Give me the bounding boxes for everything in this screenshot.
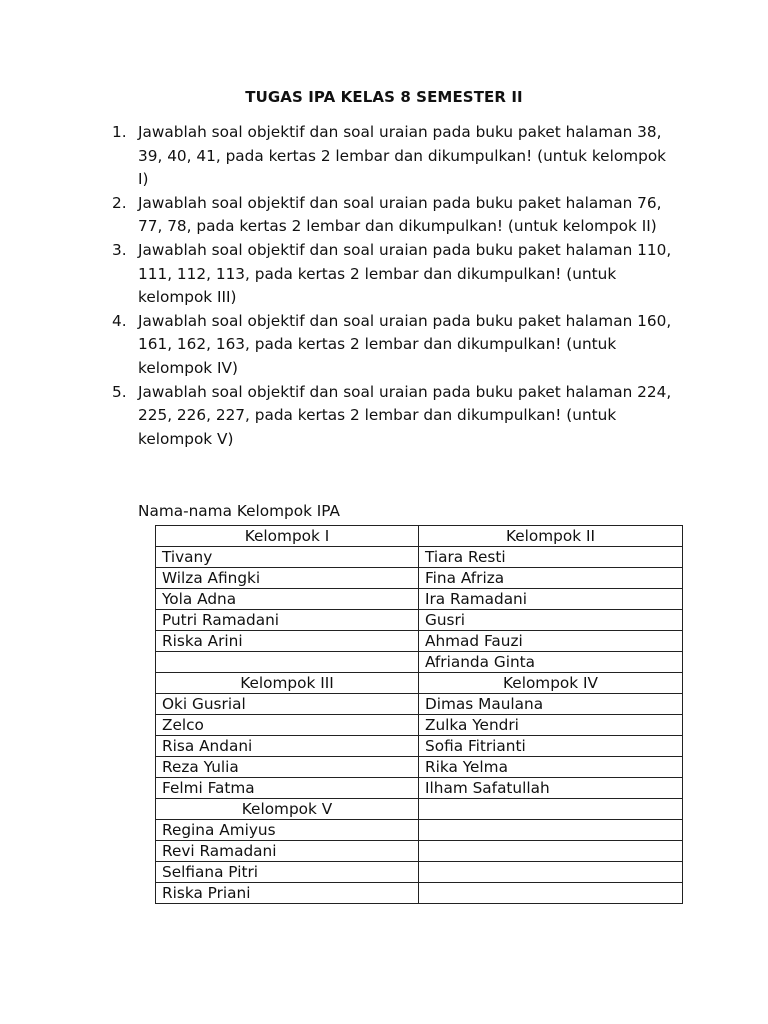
member-name-cell: Wilza Afingki: [156, 568, 419, 589]
task-item: [112, 121, 672, 192]
member-name-cell: Riska Arini: [156, 631, 419, 652]
table-row: [156, 883, 683, 904]
group-header-cell: Kelompok IV: [419, 673, 683, 694]
member-name-cell: Tivany: [156, 547, 419, 568]
table-row: [156, 547, 683, 568]
member-name-cell: Dimas Maulana: [419, 694, 683, 715]
table-row: [156, 778, 683, 799]
table-row: [156, 862, 683, 883]
member-name-cell: Yola Adna: [156, 589, 419, 610]
member-name-cell: Afrianda Ginta: [419, 652, 683, 673]
group-header-cell: Kelompok V: [156, 799, 419, 820]
groups-label: Nama-nama Kelompok IPA: [138, 502, 341, 520]
task-number: 5.: [112, 382, 127, 401]
group-header-cell: Kelompok I: [156, 526, 419, 547]
member-name-cell: Revi Ramadani: [156, 841, 419, 862]
table-row: [156, 589, 683, 610]
member-name-cell: [419, 862, 683, 883]
task-item: [112, 381, 672, 452]
member-name-cell: [419, 841, 683, 862]
group-header-cell: Kelompok III: [156, 673, 419, 694]
group-header-row: [156, 526, 683, 547]
task-text: Jawablah soal objektif dan soal uraian pada buku paket halaman 76, 77, 78, pada kertas 2 lembar dan dikumpulkan! (untuk kelompok II): [138, 193, 662, 236]
task-text: Jawablah soal objektif dan soal uraian pada buku paket halaman 160, 161, 162, 163, pada kertas 2 lembar dan dikumpulkan! (untuk kelompok IV): [138, 311, 672, 377]
member-name-cell: Ahmad Fauzi: [419, 631, 683, 652]
member-name-cell: Selfiana Pitri: [156, 862, 419, 883]
task-number: 2.: [112, 193, 127, 212]
member-name-cell: Putri Ramadani: [156, 610, 419, 631]
member-name-cell: Reza Yulia: [156, 757, 419, 778]
task-list: [112, 121, 672, 451]
member-name-cell: Sofia Fitrianti: [419, 736, 683, 757]
table-row: [156, 568, 683, 589]
member-name-cell: [419, 883, 683, 904]
member-name-cell: Zulka Yendri: [419, 715, 683, 736]
member-name-cell: Regina Amiyus: [156, 820, 419, 841]
member-name-cell: [419, 820, 683, 841]
table-row: [156, 757, 683, 778]
document-title: TUGAS IPA KELAS 8 SEMESTER II: [245, 88, 523, 106]
member-name-cell: Oki Gusrial: [156, 694, 419, 715]
member-name-cell: Gusri: [419, 610, 683, 631]
table-row: [156, 736, 683, 757]
member-name-cell: Rika Yelma: [419, 757, 683, 778]
table-row: [156, 715, 683, 736]
member-name-cell: Zelco: [156, 715, 419, 736]
task-item: [112, 310, 672, 381]
task-number: 4.: [112, 311, 127, 330]
task-text: Jawablah soal objektif dan soal uraian pada buku paket halaman 224, 225, 226, 227, pada kertas 2 lembar dan dikumpulkan! (untuk kelompok V): [138, 382, 672, 448]
task-number: 3.: [112, 240, 127, 259]
member-name-cell: Felmi Fatma: [156, 778, 419, 799]
groups-table: [155, 525, 683, 904]
member-name-cell: [156, 652, 419, 673]
member-name-cell: Ira Ramadani: [419, 589, 683, 610]
task-item: [112, 192, 672, 239]
table-row: [156, 631, 683, 652]
member-name-cell: Ilham Safatullah: [419, 778, 683, 799]
group-header-row: [156, 799, 683, 820]
task-text: Jawablah soal objektif dan soal uraian pada buku paket halaman 110, 111, 112, 113, pada kertas 2 lembar dan dikumpulkan! (untuk kelompok III): [138, 240, 672, 307]
group-header-cell: [419, 799, 683, 820]
groups-table-body: [156, 526, 683, 904]
table-row: [156, 610, 683, 631]
member-name-cell: Fina Afriza: [419, 568, 683, 589]
table-row: [156, 652, 683, 673]
member-name-cell: Risa Andani: [156, 736, 419, 757]
group-header-cell: Kelompok II: [419, 526, 683, 547]
member-name-cell: Riska Priani: [156, 883, 419, 904]
member-name-cell: Tiara Resti: [419, 547, 683, 568]
task-number: 1.: [112, 123, 127, 141]
task-text: Jawablah soal objektif dan soal uraian pada buku paket halaman 38, 39, 40, 41, pada kertas 2 lembar dan dikumpulkan! (untuk kelompok I): [138, 123, 667, 189]
table-row: [156, 841, 683, 862]
group-header-row: [156, 673, 683, 694]
task-item: [112, 239, 672, 310]
table-row: [156, 694, 683, 715]
table-row: [156, 820, 683, 841]
